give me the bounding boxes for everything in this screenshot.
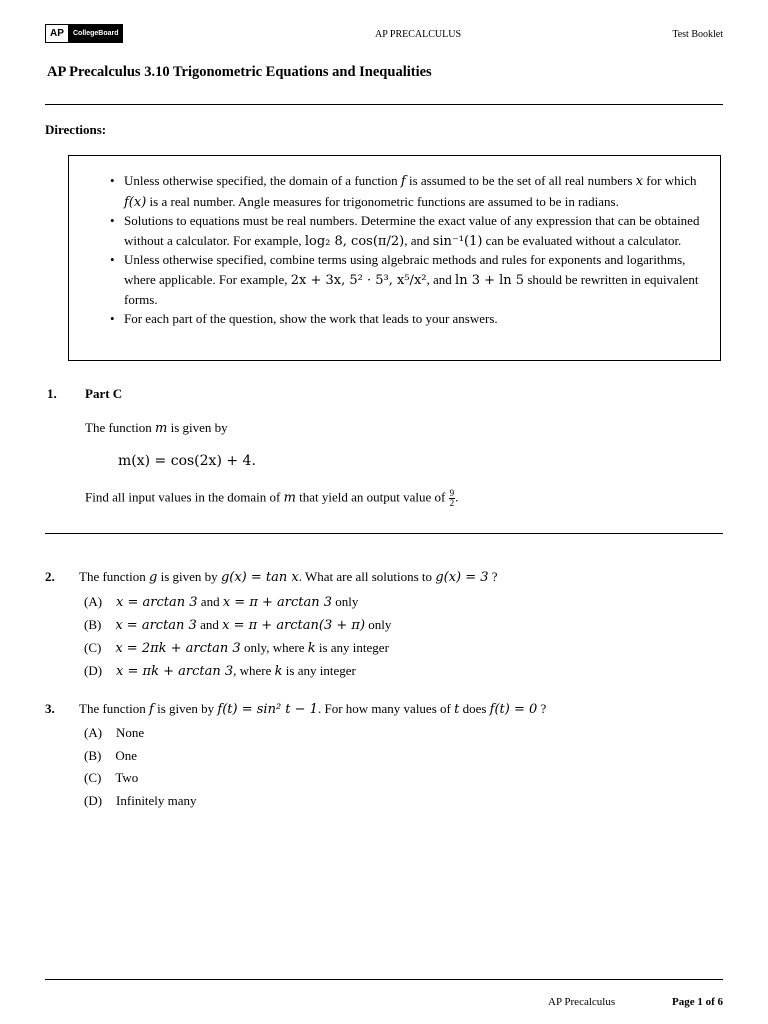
question-2-number: 2. — [45, 569, 55, 584]
question-3-stem: The function f is given by f(t) = sin² t − 1. For how many values of t does f(t) = 0 ? — [79, 701, 547, 717]
question-3-option-d[interactable]: (D) Infinitely many — [84, 793, 197, 808]
question-3-option-a[interactable]: (A) None — [84, 725, 145, 740]
question-1-number: 1. — [47, 386, 57, 401]
question-1-part: Part C — [85, 386, 123, 401]
directions-box — [68, 155, 721, 361]
directions-list — [69, 156, 720, 328]
question-2-option-c[interactable]: (C) x = 2πk + arctan 3 only, where k is any integer — [84, 640, 389, 656]
question-2-stem: The function g is given by g(x) = tan x. What are all solutions to g(x) = 3 ? — [79, 569, 498, 585]
directions-heading: Directions: — [45, 122, 107, 137]
logo-collegeboard: CollegeBoard — [69, 25, 122, 42]
title-divider — [45, 104, 723, 105]
page-number: Page 1 of 6 — [671, 996, 723, 1008]
question-2-option-d[interactable]: (D) x = πk + arctan 3, where k is any integer — [84, 663, 356, 679]
footer-divider — [45, 979, 723, 980]
question-3-number: 3. — [45, 701, 55, 716]
directions-item: • Unless otherwise specified, combine terms using algebraic methods and rules for exponents and logarithms, where applicable. For example, 2x + 3x, 5² · 5³, x⁵/x², and ln 3 + ln 5 should be rewritten in equivalent forms. — [110, 252, 699, 307]
question-2-option-b[interactable]: (B) x = arctan 3 and x = π + arctan(3 + π) only — [84, 617, 392, 633]
header-booklet: Test Booklet — [672, 29, 723, 40]
directions-item: • For each part of the question, show the work that leads to your answers. — [110, 310, 498, 326]
directions-item: • Unless otherwise specified, the domain of a function f is assumed to be the set of all real numbers x for which f(x) is a real number. Angle measures for trigonometric functions are assumed to be in radians. — [110, 173, 697, 210]
logo-ap: AP — [46, 25, 69, 42]
question-1-formula: m(x) = cos(2x) + 4. — [118, 453, 256, 469]
question-1-divider — [45, 533, 723, 534]
question-3-option-b[interactable]: (B) One — [84, 748, 138, 763]
footer-course: AP Precalculus — [548, 996, 616, 1008]
question-2-option-a[interactable]: (A) x = arctan 3 and x = π + arctan 3 only — [84, 594, 359, 610]
page-title: AP Precalculus 3.10 Trigonometric Equations and Inequalities — [47, 64, 432, 80]
question-1-intro: The function m is given by — [85, 420, 228, 436]
fraction-nine-halves: $\frac{9}{2}$ — [449, 488, 455, 508]
question-1-ask: Find all input values in the domain of m that yield an output value of $\frac{9}{2}$ . — [85, 488, 459, 508]
header-course: AP PRECALCULUS — [374, 29, 462, 40]
question-3-option-c[interactable]: (C) Two — [84, 770, 139, 785]
directions-item: • Solutions to equations must be real numbers. Determine the exact value of any expression that can be obtained without a calculator. For example, log₂ 8, cos(π/2), and sin⁻¹(1) can be evaluated without a calculator. — [110, 213, 700, 249]
